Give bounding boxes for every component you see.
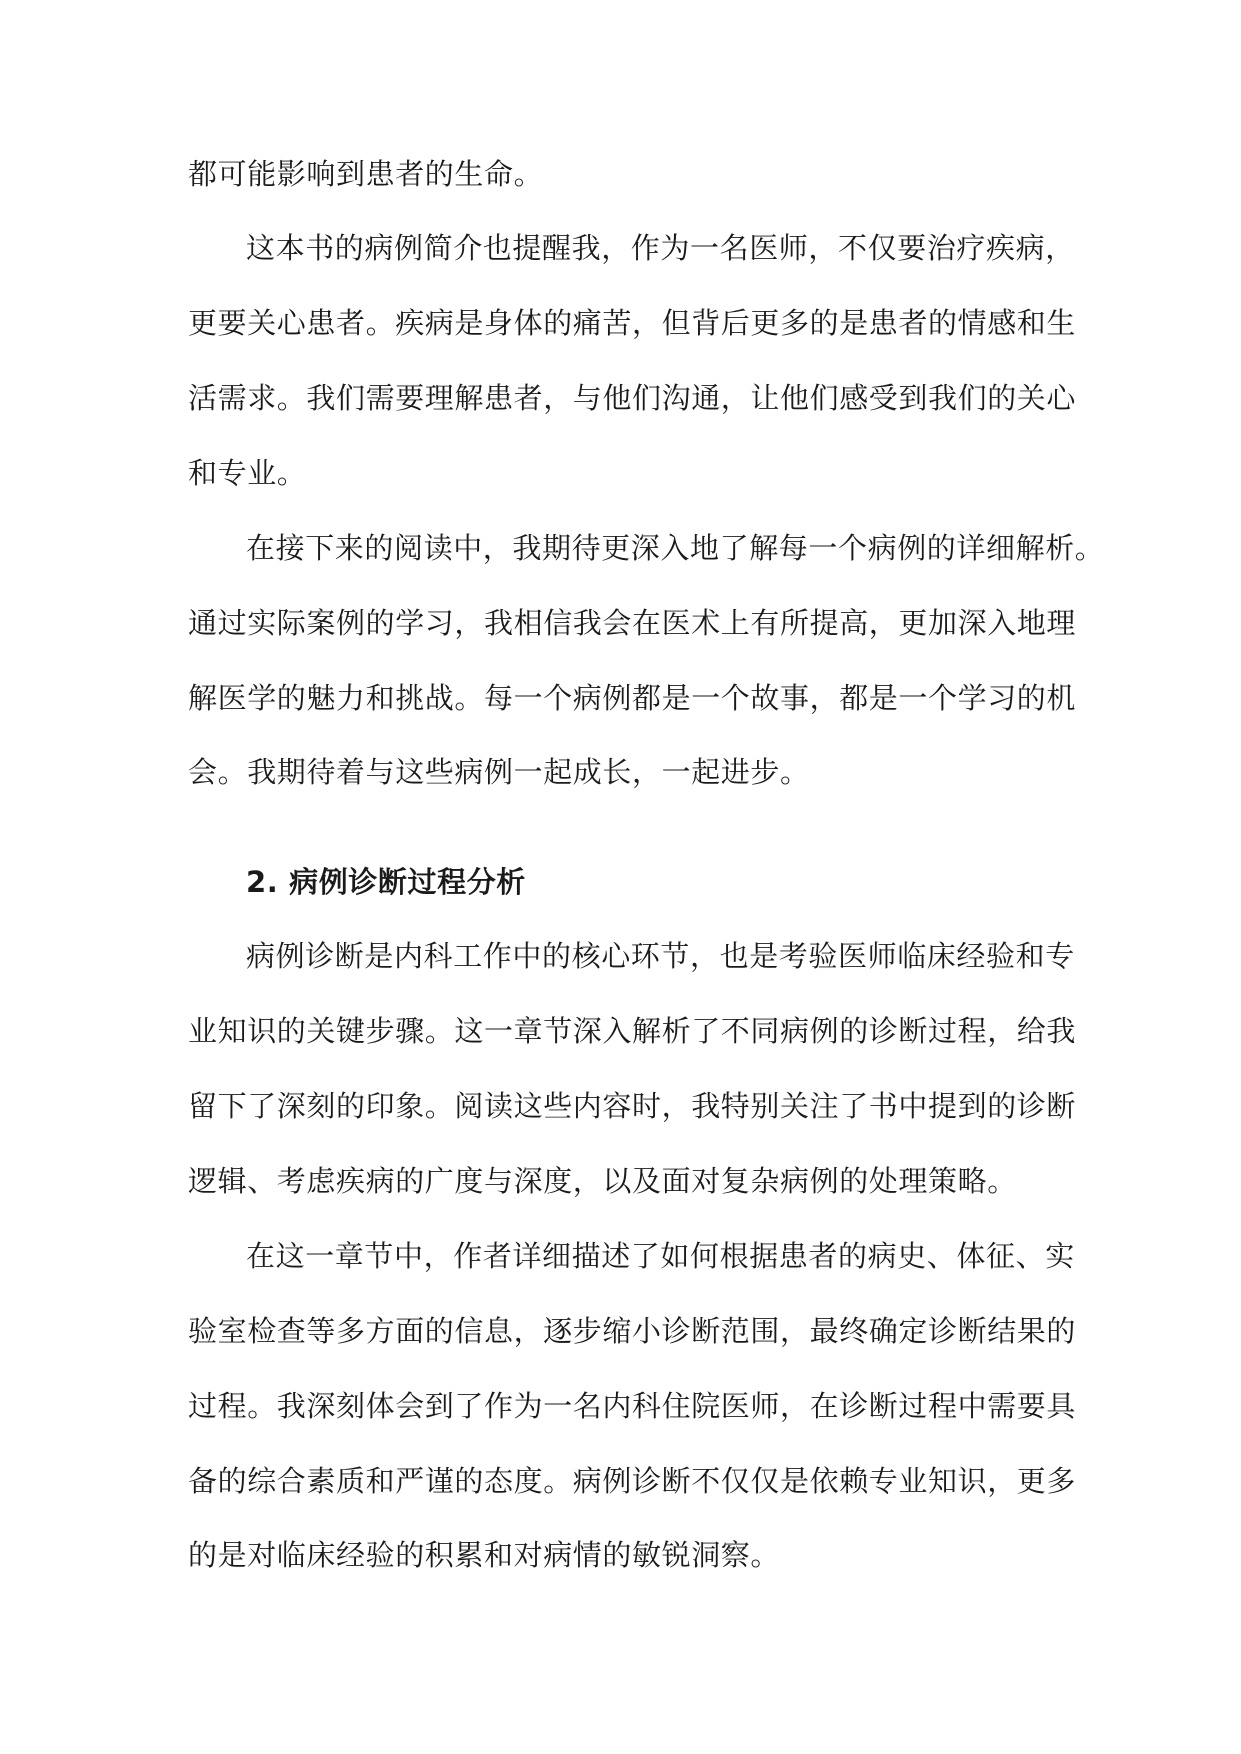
paragraph-line: 在接下来的阅读中，我期待更深入地了解每一个病例的详细解析。 [246,531,1105,565]
paragraph-line: 活需求。我们需要理解患者，与他们沟通，让他们感受到我们的关心 [188,381,1077,415]
paragraph-line: 解医学的魅力和挑战。每一个病例都是一个故事，都是一个学习的机 [188,681,1077,715]
paragraph-line: 通过实际案例的学习，我相信我会在医术上有所提高，更加深入地理 [188,606,1077,640]
paragraph-line: 病例诊断是内科工作中的核心环节，也是考验医师临床经验和专 [246,939,1075,973]
paragraph-line: 都可能影响到患者的生命。 [188,157,544,191]
paragraph-line: 和专业。 [188,456,307,490]
paragraph-line: 过程。我深刻体会到了作为一名内科住院医师，在诊断过程中需要具 [188,1389,1077,1423]
paragraph-line: 更要关心患者。疾病是身体的痛苦，但背后更多的是患者的情感和生 [188,306,1077,340]
paragraph-line: 验室检查等多方面的信息，逐步缩小诊断范围，最终确定诊断结果的 [188,1314,1077,1348]
paragraph-line: 留下了深刻的印象。阅读这些内容时，我特别关注了书中提到的诊断 [188,1089,1077,1123]
paragraph-line: 逻辑、考虑疾病的广度与深度，以及面对复杂病例的处理策略。 [188,1164,1017,1198]
paragraph-line: 在这一章节中，作者详细描述了如何根据患者的病史、体征、实 [246,1239,1075,1273]
paragraph-line: 业知识的关键步骤。这一章节深入解析了不同病例的诊断过程，给我 [188,1014,1077,1048]
paragraph-line: 会。我期待着与这些病例一起成长，一起进步。 [188,755,810,789]
paragraph-line: 备的综合素质和严谨的态度。病例诊断不仅仅是依赖专业知识，更多 [188,1464,1077,1498]
paragraph-line: 这本书的病例简介也提醒我，作为一名医师，不仅要治疗疾病， [246,231,1075,265]
paragraph-line: 的是对临床经验的积累和对病情的敏锐洞察。 [188,1538,781,1572]
section-heading: 2. 病例诊断过程分析 [246,865,526,899]
